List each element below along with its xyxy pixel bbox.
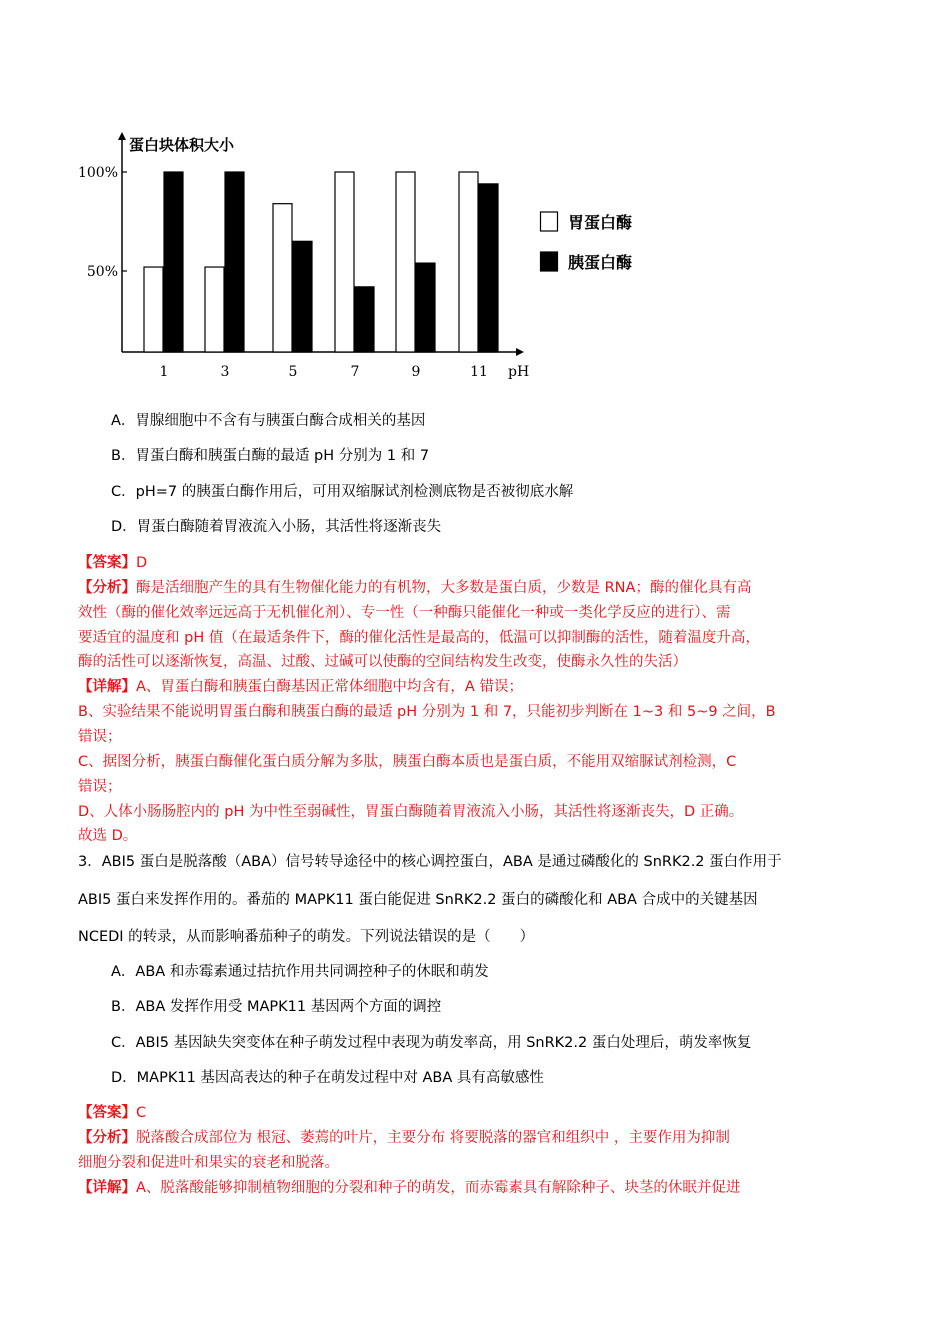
q2-option-c: C．pH=7 的胰蛋白酶作用后，可用双缩脲试剂检测底物是否被彻底水解 xyxy=(111,484,574,500)
q3-analysis-line-1: 【分析】脱落酸合成部位为 根冠、萎蔫的叶片，主要分布 将要脱落的器官和组织中 ，主要作用为抑制 xyxy=(78,1130,730,1146)
x-tick-label: 9 xyxy=(411,364,421,380)
bar-trypsin-ph-5 xyxy=(293,241,312,352)
q2-analysis-tag: 【分析】 xyxy=(78,580,136,596)
chart-bars xyxy=(144,172,498,352)
q2-detail-line-3: 错误； xyxy=(78,729,122,745)
bar-pepsin-ph-11 xyxy=(459,172,478,352)
bar-pepsin-ph-5 xyxy=(273,204,292,352)
y-tick-label: 100% xyxy=(78,165,118,181)
x-tick-label: 3 xyxy=(220,364,230,380)
bar-trypsin-ph-1 xyxy=(164,172,183,352)
x-axis-arrow xyxy=(516,348,524,356)
q2-detail-line-7: 故选 D。 xyxy=(78,828,138,844)
bar-trypsin-ph-9 xyxy=(416,263,435,352)
q2-analysis-line-3: 要适宜的温度和 pH 值（在最适条件下，酶的催化活性是最高的，低温可以抑制酶的活性，随着温度升高， xyxy=(78,630,760,646)
bar-trypsin-ph-11 xyxy=(479,184,498,352)
y-axis-arrow xyxy=(118,132,126,140)
y-tick-label: 50% xyxy=(86,264,118,280)
q2-answer-value: D xyxy=(136,555,148,571)
q2-detail-line-6: D、人体小肠肠腔内的 pH 为中性至弱碱性，胃蛋白酶随着胃液流入小肠，其活性将逐渐丧失，D 正确。 xyxy=(78,804,744,820)
bar-trypsin-ph-3 xyxy=(225,172,244,352)
q2-detail-line-5: 错误； xyxy=(78,779,122,795)
q3-answer-tag: 【答案】 xyxy=(78,1105,136,1121)
q3-stem-line-1: 3．ABI5 蛋白是脱落酸（ABA）信号转导途径中的核心调控蛋白，ABA 是通过磷酸化的 SnRK2.2 蛋白作用于 xyxy=(78,854,782,870)
q3-option-d: D．MAPK11 基因高表达的种子在萌发过程中对 ABA 具有高敏感性 xyxy=(111,1070,544,1086)
q3-analysis-line-2: 细胞分裂和促进叶和果实的衰老和脱落。 xyxy=(78,1155,339,1171)
legend-label-0: 胃蛋白酶 xyxy=(568,213,633,232)
q3-analysis-tag: 【分析】 xyxy=(78,1130,136,1146)
x-axis-label: pH xyxy=(508,364,530,380)
q2-analysis-line-2: 效性（酶的催化效率远远高于无机催化剂）、专一性（一种酶只能催化一种或一类化学反应的进行）、需 xyxy=(78,605,731,621)
q3-answer-value: C xyxy=(136,1105,147,1121)
q2-analysis-line-1: 【分析】酶是活细胞产生的具有生物催化能力的有机物，大多数是蛋白质，少数是 RNA；酶的催化具有高 xyxy=(78,580,752,596)
q2-option-b: B．胃蛋白酶和胰蛋白酶的最适 pH 分别为 1 和 7 xyxy=(111,448,430,464)
bar-pepsin-ph-3 xyxy=(205,267,224,352)
q2-detail-line-4: C、据图分析，胰蛋白酶催化蛋白质分解为多肽，胰蛋白酶本质也是蛋白质，不能用双缩脲试剂检测，C xyxy=(78,754,737,770)
x-tick-label: 5 xyxy=(288,364,298,380)
x-tick-label: 11 xyxy=(470,364,488,380)
y-axis-label: 蛋白块体积大小 xyxy=(129,136,235,154)
q3-option-a: A．ABA 和赤霉素通过拮抗作用共同调控种子的休眠和萌发 xyxy=(111,964,489,980)
q2-detail-line-1: 【详解】A、胃蛋白酶和胰蛋白酶基因正常体细胞中均含有，A 错误； xyxy=(78,679,523,695)
q3-option-c: C．ABI5 基因缺失突变体在种子萌发过程中表现为萌发率高，用 SnRK2.2 蛋白处理后，萌发率恢复 xyxy=(111,1035,752,1051)
q3-option-b: B．ABA 发挥作用受 MAPK11 基因两个方面的调控 xyxy=(111,999,442,1015)
q2-detail-line-2: B、实验结果不能说明胃蛋白酶和胰蛋白酶的最适 pH 分别为 1 和 7，只能初步判断在 1~3 和 5~9 之间，B xyxy=(78,704,776,720)
q3-stem-line-2: ABI5 蛋白来发挥作用的。番茄的 MAPK11 蛋白能促进 SnRK2.2 蛋白的磷酸化和 ABA 合成中的关键基因 xyxy=(78,892,758,908)
legend-label-1: 胰蛋白酶 xyxy=(568,253,633,272)
chart-legend xyxy=(541,212,633,272)
q3-stem-line-3: NCEDI 的转录，从而影响番茄种子的萌发。下列说法错误的是（ ） xyxy=(78,929,535,945)
x-tick-label: 7 xyxy=(350,364,360,380)
q2-answer xyxy=(78,553,147,573)
q2-detail-tag: 【详解】 xyxy=(78,679,136,695)
bar-pepsin-ph-7 xyxy=(335,172,354,352)
q2-answer-tag: 【答案】 xyxy=(78,555,136,571)
x-tick-label: 1 xyxy=(159,364,169,380)
legend-swatch-1 xyxy=(541,252,558,271)
bar-trypsin-ph-7 xyxy=(355,287,374,352)
enzyme-ph-bar-chart xyxy=(78,120,658,390)
legend-swatch-0 xyxy=(541,212,558,231)
q2-analysis-line-4: 酶的活性可以逐渐恢复，高温、过酸、过碱可以使酶的空间结构发生改变，使酶永久性的失活） xyxy=(78,654,687,670)
q3-detail-tag: 【详解】 xyxy=(78,1180,136,1196)
q2-option-a: A．胃腺细胞中不含有与胰蛋白酶合成相关的基因 xyxy=(111,413,426,429)
q3-detail-line-1: 【详解】A、脱落酸能够抑制植物细胞的分裂和种子的萌发，而赤霉素具有解除种子、块茎的休眠并促进 xyxy=(78,1180,741,1196)
bar-pepsin-ph-9 xyxy=(396,172,415,352)
bar-pepsin-ph-1 xyxy=(144,267,163,352)
q3-answer xyxy=(78,1103,146,1123)
q2-option-d: D．胃蛋白酶随着胃液流入小肠，其活性将逐渐丧失 xyxy=(111,519,442,535)
